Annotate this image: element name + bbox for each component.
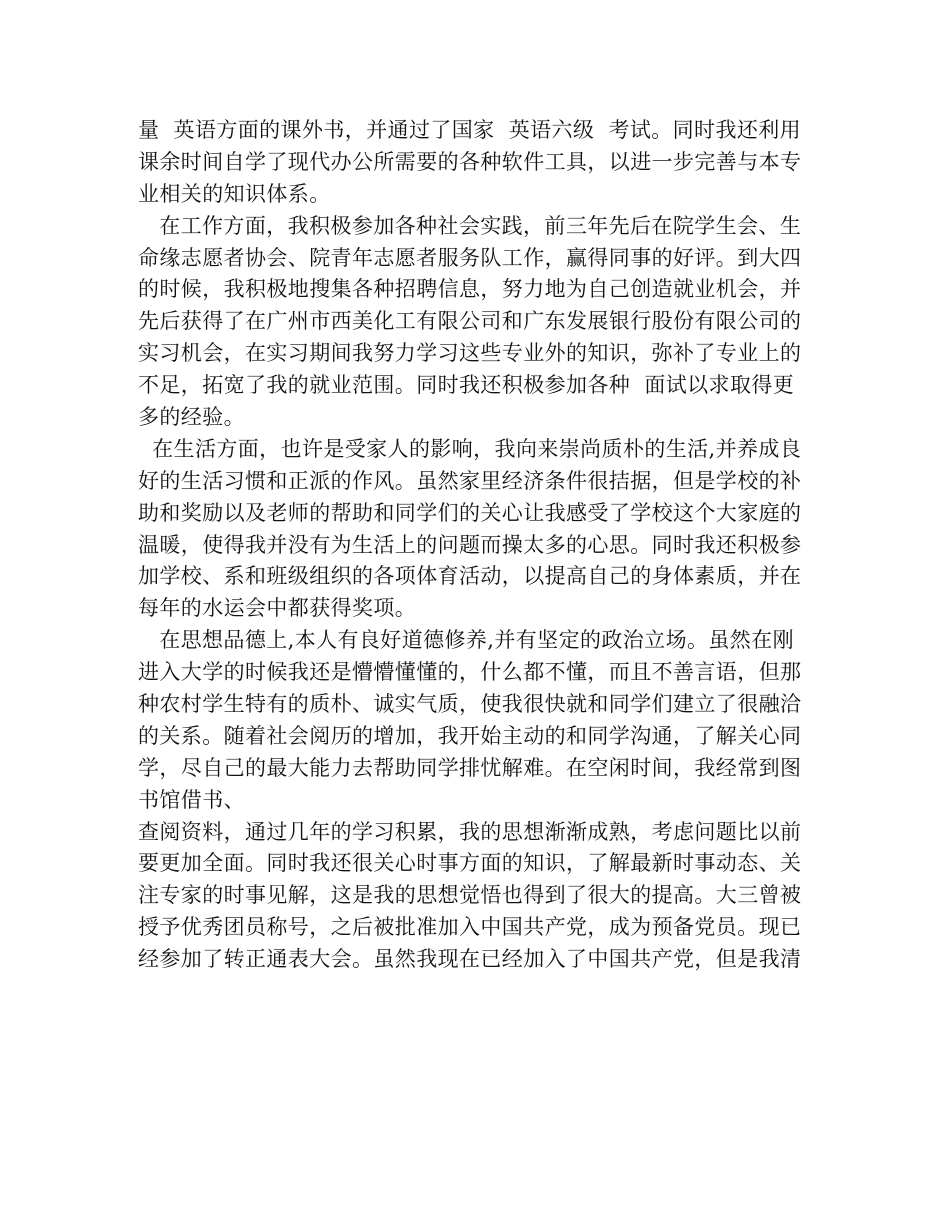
text-line: 注专家的时事见解，这是我的思想觉悟也得到了很大的提高。大三曾被: [138, 883, 802, 908]
text-line: 先后获得了在广州市西美化工有限公司和广东发展银行股份有限公司的: [138, 309, 802, 334]
text-line: 每年的水运会中都获得奖项。: [138, 596, 417, 621]
text-line: 查阅资料，通过几年的学习积累，我的思想渐渐成熟，考虑问题比以前: [138, 819, 802, 844]
text-line: 业相关的知识体系。: [138, 181, 331, 206]
text-line: 的时候，我积极地搜集各种招聘信息，努力地为自己创造就业机会，并: [138, 277, 802, 302]
text-line: 加学校、系和班级组织的各项体育活动，以提高自己的身体素质，并在: [138, 564, 802, 589]
text-line: 种农村学生特有的质朴、诚实气质，使我很快就和同学们建立了很融洽: [138, 692, 802, 717]
text-line: 在思想品德上,本人有良好道德修养,并有坚定的政治立场。虽然在刚: [138, 628, 794, 653]
text-line: 课余时间自学了现代办公所需要的各种软件工具，以进一步完善与本专: [138, 149, 802, 174]
text-line: 量 英语方面的课外书，并通过了国家 英语六级 考试。同时我还利用: [138, 118, 802, 142]
text-line: 多的经验。: [138, 405, 245, 430]
text-line: 要更加全面。同时我还很关心时事方面的知识，了解最新时事动态、关: [138, 851, 802, 876]
text-line: 命缘志愿者协会、院青年志愿者服务队工作，赢得同事的好评。到大四: [138, 245, 802, 270]
text-line: 不足，拓宽了我的就业范围。同时我还积极参加各种 面试以求取得更: [138, 373, 795, 398]
text-line: 的关系。随着社会阅历的增加，我开始主动的和同学沟通，了解关心同: [138, 723, 802, 748]
text-line: 温暖，使得我并没有为生活上的问题而操太多的心思。同时我还积极参: [138, 532, 802, 557]
text-line: 进入大学的时候我还是懵懵懂懂的，什么都不懂，而且不善言语，但那: [138, 660, 802, 685]
text-line: 授予优秀团员称号，之后被批准加入中国共产党，成为预备党员。现已: [138, 915, 802, 940]
text-line: 实习机会，在实习期间我努力学习这些专业外的知识，弥补了专业上的: [138, 341, 802, 366]
text-line: 在工作方面，我积极参加各种社会实践，前三年先后在院学生会、生: [138, 213, 802, 238]
text-line: 经参加了转正通表大会。虽然我现在已经加入了中国共产党，但是我清: [138, 947, 802, 972]
text-line: 助和奖励以及老师的帮助和同学们的关心让我感受了学校这个大家庭的: [138, 500, 802, 525]
text-line: 书馆借书、: [138, 787, 245, 812]
document-body-text: [138, 115, 818, 976]
text-line: 学，尽自己的最大能力去帮助同学排忧解难。在空闲时间，我经常到图: [138, 755, 802, 780]
text-line: 好的生活习惯和正派的作风。虽然家里经济条件很拮据，但是学校的补: [138, 468, 802, 493]
text-line: 在生活方面，也许是受家人的影响，我向来崇尚质朴的生活,并养成良: [138, 436, 802, 461]
